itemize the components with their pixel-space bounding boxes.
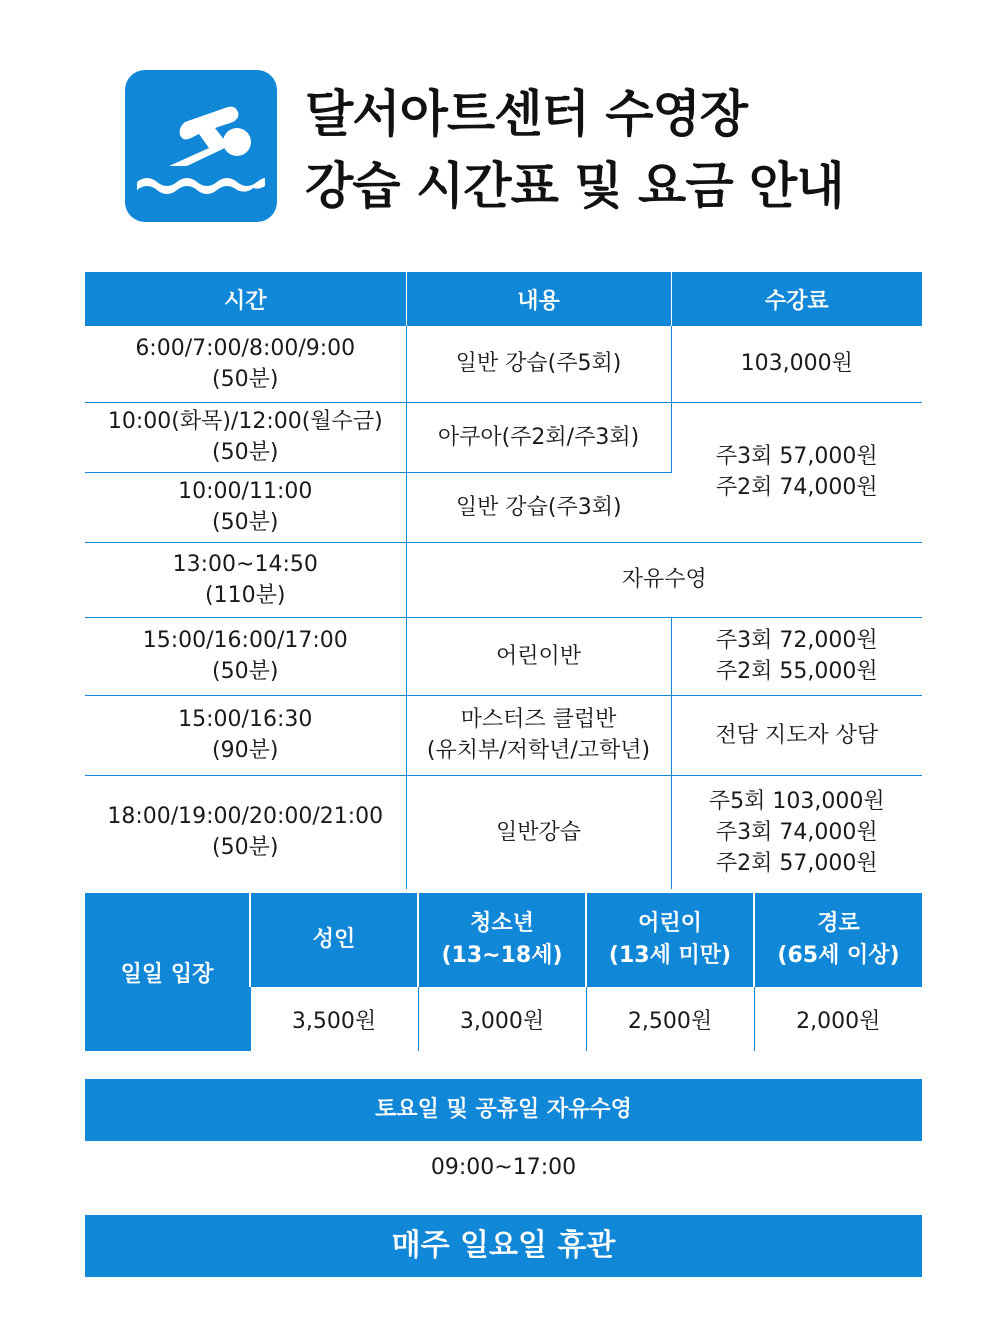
time-cell: 10:00(화목)/12:00(월수금) (50분)	[85, 402, 406, 472]
table-row	[85, 542, 922, 617]
swimmer-icon	[125, 70, 277, 222]
price-adult: 3,500원	[250, 987, 418, 1051]
fee-cell: 주5회 103,000원 주3회 74,000원 주2회 57,000원	[708, 788, 885, 876]
category-senior: 경로 (65세 이상)	[754, 893, 922, 987]
weekend-banner: 토요일 및 공휴일 자유수영	[85, 1079, 922, 1141]
fee-cell: 주3회 57,000원 주2회 74,000원	[671, 402, 922, 542]
content-cell: 일반 강습(주5회)	[406, 326, 671, 402]
price-senior: 2,000원	[754, 987, 922, 1051]
table-row	[85, 402, 922, 472]
weekend-time: 09:00~17:00	[430, 1155, 577, 1180]
category-youth: 청소년 (13~18세)	[418, 893, 586, 987]
time-cell: 10:00/11:00 (50분)	[85, 472, 406, 542]
schedule-table	[85, 272, 922, 889]
fee-cell: 주3회 72,000원 주2회 55,000원	[671, 617, 922, 695]
fee-cell: 전담 지도자 상담	[671, 695, 922, 775]
time-cell: 18:00/19:00/20:00/21:00 (50분)	[85, 775, 406, 889]
fee-cell: 103,000원	[671, 326, 922, 402]
time-cell: 6:00/7:00/8:00/9:00 (50분)	[85, 326, 406, 402]
daily-admission-table	[85, 893, 922, 1051]
table-row	[85, 695, 922, 775]
closed-banner: 매주 일요일 휴관	[85, 1215, 922, 1277]
content-cell: 일반 강습(주3회)	[406, 472, 671, 542]
header-fee: 수강료	[671, 272, 922, 326]
table-row	[85, 326, 922, 402]
time-cell: 13:00~14:50 (110분)	[85, 542, 406, 617]
title-line-2: 강습 시간표 및 요금 안내	[305, 157, 844, 215]
content-cell: 마스터즈 클럽반 (유치부/저학년/고학년)	[406, 695, 671, 775]
content-cell: 어린이반	[406, 617, 671, 695]
time-cell: 15:00/16:30 (90분)	[85, 695, 406, 775]
header-content: 내용	[406, 272, 671, 326]
page-title	[305, 78, 965, 222]
price-child: 2,500원	[586, 987, 754, 1051]
content-cell: 아쿠아(주2회/주3회)	[406, 402, 671, 472]
time-cell: 15:00/16:00/17:00 (50분)	[85, 617, 406, 695]
content-cell: 자유수영	[406, 542, 922, 617]
header-time: 시간	[85, 272, 406, 326]
table-row	[85, 775, 922, 889]
swimmer-logo	[125, 70, 277, 222]
title-line-1: 달서아트센터 수영장	[305, 85, 748, 143]
category-adult: 성인	[250, 893, 418, 987]
daily-admission-label: 일일 입장	[85, 893, 250, 1051]
schedule-header-row	[85, 272, 922, 326]
table-row	[85, 617, 922, 695]
price-youth: 3,000원	[418, 987, 586, 1051]
category-child: 어린이 (13세 미만)	[586, 893, 754, 987]
content-cell: 일반강습	[406, 775, 671, 889]
